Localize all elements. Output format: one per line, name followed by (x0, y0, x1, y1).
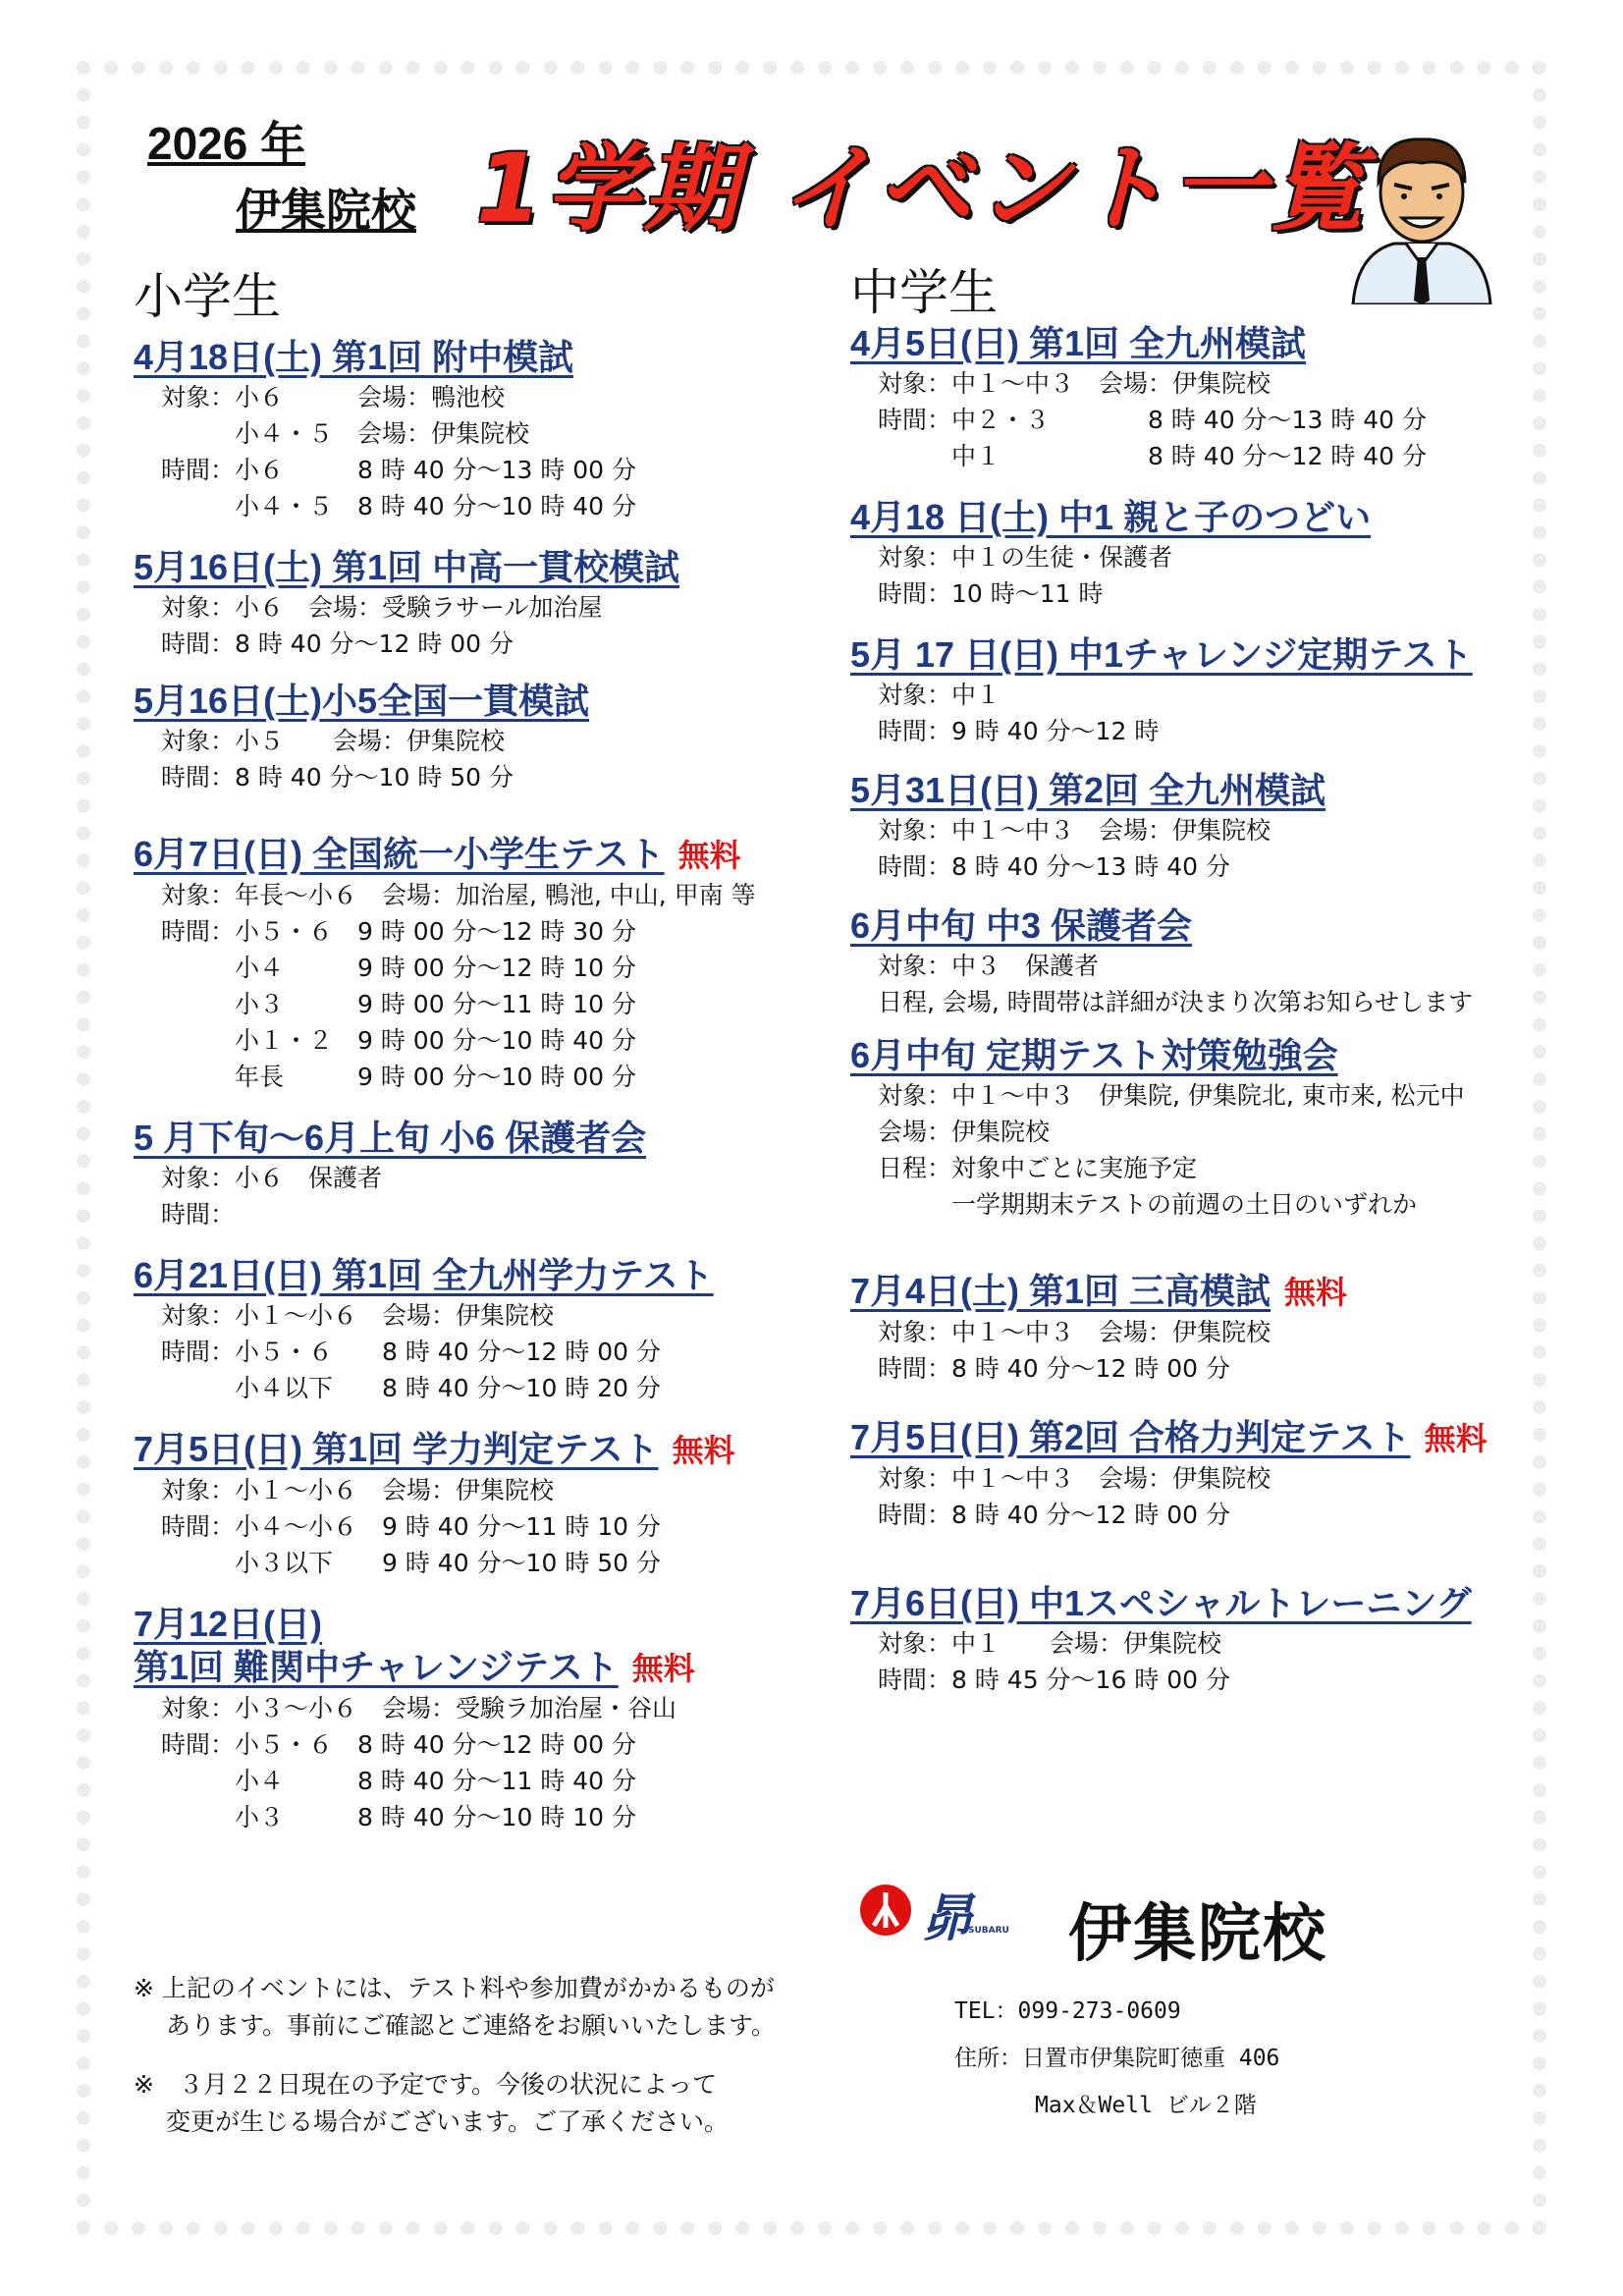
event-item (850, 1416, 1557, 1533)
free-badge: 無料 (1284, 1275, 1348, 1310)
event-detail-line: 小１・２ 9 時 00 分～10 時 40 分 (161, 1026, 637, 1055)
note-1: ※ 上記のイベントには、テスト料や参加費がかかるものが あります。事前にご確認とご連絡をお願いいたします。 (134, 1974, 776, 2040)
event-title (850, 633, 1557, 677)
event-title-text: 4月18日(土) 第1回 附中模試 (134, 337, 574, 377)
event-detail-line: 対象：中１～中３ 伊集院, 伊集院北, 東市来, 松元中 (878, 1081, 1465, 1110)
event-item (850, 1582, 1557, 1698)
event-item (134, 680, 821, 795)
event-detail-line: 時間：8 時 40 分～12 時 00 分 (878, 1501, 1231, 1529)
event-item (850, 1034, 1557, 1223)
event-title-text: 4月18 日(土) 中1 親と子のつどい (850, 497, 1372, 537)
event-title-text: 6月7日(日) 全国統一小学生テスト (134, 834, 665, 874)
free-badge: 無料 (1424, 1421, 1488, 1456)
event-title (850, 769, 1557, 812)
year-label: 2026 年 (147, 118, 306, 169)
event-detail-line: 小３ 9 時 00 分～11 時 10 分 (161, 990, 637, 1018)
event-detail-line: 時間：中２・３ 8 時 40 分～13 時 40 分 (878, 406, 1428, 434)
junior-heading: 中学生 (850, 264, 998, 321)
event-detail-line: 時間：10 時～11 時 (878, 579, 1104, 608)
event-title-text: 5月16日(土) 第1回 中高一貫校模試 (134, 547, 680, 587)
event-detail-line: 対象：中３ 保護者 (878, 952, 1100, 980)
event-detail-line: 対象：中１～中３ 会場：伊集院校 (878, 1464, 1271, 1493)
event-detail-line: 時間：8 時 40 分～10 時 50 分 (161, 763, 514, 792)
address: 住所：日置市伊集院町徳重 406 (954, 2046, 1280, 2071)
event-detail-line: 小４ 9 時 00 分～12 時 10 分 (161, 954, 637, 982)
event-title-text: 6月中旬 定期テスト対策勉強会 (850, 1035, 1338, 1075)
event-detail-line: 小３ 8 時 40 分～10 時 10 分 (161, 1803, 637, 1831)
event-item (134, 1254, 821, 1406)
event-detail-line: 対象：中１～中３ 会場：伊集院校 (878, 369, 1271, 398)
event-detail-line: 小３以下 9 時 40 分～10 時 50 分 (161, 1549, 662, 1577)
event-title-text: 7月5日(日) 第2回 合格力判定テスト (850, 1417, 1411, 1457)
event-detail-line: 対象：中１ 会場：伊集院校 (878, 1629, 1222, 1658)
event-item (850, 904, 1557, 1020)
event-detail-line: 時間：8 時 40 分～13 時 40 分 (878, 852, 1231, 881)
building: Max＆Well ビル２階 (1035, 2093, 1257, 2118)
free-badge: 無料 (677, 838, 741, 873)
event-detail-line: 小４・５ 会場：伊集院校 (161, 419, 530, 448)
free-badge: 無料 (672, 1433, 735, 1468)
event-title-text: 7月6日(日) 中1スペシャルトレーニング (850, 1583, 1472, 1623)
event-detail-line: 対象：小６ 会場：鴨池校 (161, 383, 506, 411)
event-detail-line: 時間：9 時 40 分～12 時 (878, 717, 1160, 745)
event-detail-line: 小４・５ 8 時 40 分～10 時 40 分 (161, 492, 637, 520)
event-detail-line: 対象：中１の生徒・保護者 (878, 543, 1173, 572)
event-detail-line: 時間：小６ 8 時 40 分～13 時 00 分 (161, 456, 637, 484)
event-detail-line: 対象：中１～中３ 会場：伊集院校 (878, 1318, 1271, 1346)
event-title (850, 1034, 1557, 1077)
event-title-text: 5月16日(土)小5全国一貫模試 (134, 681, 590, 721)
event-item (850, 769, 1557, 885)
event-title (134, 336, 821, 379)
event-detail-line: 時間：8 時 45 分～16 時 00 分 (878, 1666, 1231, 1694)
event-title-text: 6月21日(日) 第1回 全九州学力テスト (134, 1255, 714, 1295)
logo-school-name: 伊集院校 (1068, 1898, 1327, 1971)
event-item (134, 336, 821, 524)
event-title-text: 4月5日(日) 第1回 全九州模試 (850, 323, 1307, 363)
event-detail-line: 小４以下 8 時 40 分～10 時 20 分 (161, 1374, 662, 1402)
event-title-text: 7月4日(土) 第1回 三高模試 (850, 1271, 1271, 1311)
event-item (134, 546, 821, 662)
subaru-emblem-icon (856, 1881, 915, 1940)
event-title (134, 1646, 821, 1690)
free-badge: 無料 (631, 1651, 695, 1686)
tel: TEL：099-273-0609 (954, 1998, 1181, 2024)
event-item (850, 496, 1557, 612)
event-detail-line: 対象：小６ 会場：受験ラサール加治屋 (161, 593, 603, 622)
teacher-illustration (1343, 128, 1500, 304)
event-title (850, 1416, 1557, 1460)
event-detail-line: 時間： (161, 1200, 236, 1229)
subaru-logo (856, 1881, 1009, 1948)
event-item (850, 322, 1557, 474)
event-title (134, 680, 821, 723)
event-detail-line: 時間：8 時 40 分～12 時 00 分 (161, 629, 514, 658)
event-title (850, 322, 1557, 365)
event-title-text: 第1回 難関中チャレンジテスト (134, 1647, 619, 1687)
event-title-text: 5月 17 日(日) 中1チャレンジ定期テスト (850, 634, 1473, 675)
event-detail-line: 対象：中１～中３ 会場：伊集院校 (878, 816, 1271, 845)
event-detail-line: 時間：小５・６ 9 時 00 分～12 時 30 分 (161, 917, 637, 946)
event-item (850, 633, 1557, 749)
event-title (134, 546, 821, 589)
contact-info (954, 1988, 1279, 2129)
event-detail-line: 時間：小５・６ 8 時 40 分～12 時 00 分 (161, 1338, 662, 1366)
event-detail-line: 日程：対象中ごとに実施予定 (878, 1154, 1198, 1182)
event-detail-line: 対象：小１～小６ 会場：伊集院校 (161, 1476, 555, 1504)
page-title: 1学期 イベント一覧 (476, 134, 1369, 244)
event-item (134, 1428, 821, 1581)
event-title (850, 496, 1557, 539)
school-heading: 伊集院校 (236, 184, 416, 237)
event-detail-line: 日程, 会場, 時間帯は詳細が決まり次第お知らせします (878, 988, 1474, 1016)
event-detail-line: 小４ 8 時 40 分～11 時 40 分 (161, 1767, 637, 1795)
event-item (134, 833, 821, 1095)
event-title (134, 1254, 821, 1297)
logo-sub: SUBARU (968, 1926, 1009, 1936)
event-title-text: 6月中旬 中3 保護者会 (850, 905, 1193, 946)
event-title-text: 7月5日(日) 第1回 学力判定テスト (134, 1429, 659, 1469)
event-detail-line: 対象：小１～小６ 会場：伊集院校 (161, 1301, 555, 1330)
event-detail-line: 年長 9 時 00 分～10 時 00 分 (161, 1063, 637, 1091)
elementary-heading: 小学生 (134, 268, 281, 325)
event-detail-line: 対象：年長～小６ 会場：加治屋, 鴨池, 中山, 甲南 等 (161, 881, 756, 909)
event-title (850, 1582, 1557, 1625)
event-detail-line: 対象：中１ (878, 681, 1001, 709)
event-title (134, 1603, 821, 1646)
event-detail-line: 対象：小５ 会場：伊集院校 (161, 727, 506, 755)
notes (134, 1970, 776, 2162)
event-detail-line: 時間：小５・６ 8 時 40 分～12 時 00 分 (161, 1730, 637, 1759)
event-detail-line: 時間：小４～小６ 9 時 40 分～11 時 10 分 (161, 1512, 662, 1541)
event-title (850, 1270, 1557, 1314)
event-detail-line: 会場：伊集院校 (878, 1118, 1051, 1146)
event-item (134, 1117, 821, 1232)
event-title (850, 904, 1557, 948)
event-title-text: 5月31日(日) 第2回 全九州模試 (850, 770, 1326, 810)
event-detail-line: 時間：8 時 40 分～12 時 00 分 (878, 1354, 1231, 1383)
logo-mark: 昴 (921, 1889, 973, 1948)
event-title-text: 7月12日(日) (134, 1604, 323, 1644)
event-title (134, 833, 821, 877)
elementary-events (134, 336, 821, 1861)
event-title-text: 5 月下旬～6月上旬 小6 保護者会 (134, 1118, 647, 1158)
event-item (850, 1270, 1557, 1387)
junior-events (850, 322, 1557, 1723)
event-detail-line: 中１ 8 時 40 分～12 時 40 分 (878, 442, 1428, 470)
event-title (134, 1428, 821, 1472)
event-item (134, 1603, 821, 1835)
event-detail-line: 対象：小６ 保護者 (161, 1164, 383, 1192)
event-detail-line: 一学期期末テストの前週の土日のいずれか (878, 1190, 1418, 1219)
event-title (134, 1117, 821, 1160)
note-2: ※ ３月２２日現在の予定です。今後の状況によって 変更が生じる場合がございます。ご了承ください。 (134, 2070, 729, 2136)
event-detail-line: 対象：小３～小６ 会場：受験ラ加治屋・谷山 (161, 1694, 677, 1722)
